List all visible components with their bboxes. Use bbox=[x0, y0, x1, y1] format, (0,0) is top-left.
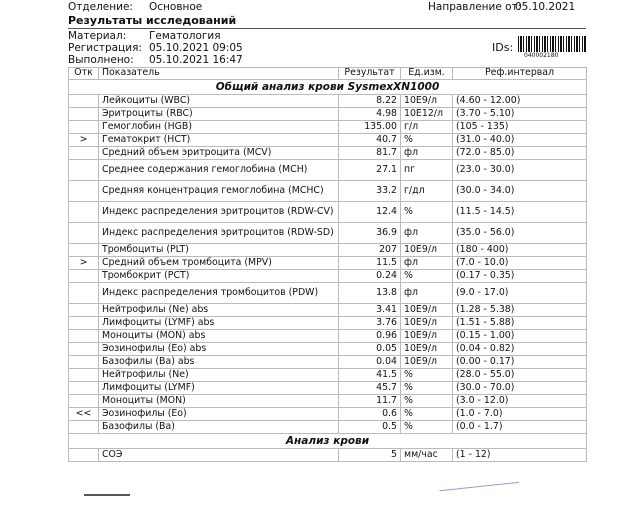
divider bbox=[68, 28, 586, 29]
cell-flag: > bbox=[69, 134, 99, 147]
cell-result: 81.7 bbox=[339, 147, 401, 160]
cell-unit: фл bbox=[401, 283, 453, 304]
cell-result: 36.9 bbox=[339, 223, 401, 244]
table-row bbox=[69, 283, 587, 304]
cell-result: 0.04 bbox=[339, 356, 401, 369]
cell-name: Среднее содержания гемоглобина (MCH) bbox=[99, 160, 339, 181]
cell-name: Нейтрофилы (Ne) bbox=[99, 369, 339, 382]
footer-mark bbox=[84, 494, 130, 496]
table-row bbox=[69, 202, 587, 223]
cell-flag bbox=[69, 283, 99, 304]
cell-flag bbox=[69, 382, 99, 395]
cell-flag: << bbox=[69, 408, 99, 421]
cell-unit: % bbox=[401, 369, 453, 382]
table-row bbox=[69, 343, 587, 356]
cell-flag bbox=[69, 95, 99, 108]
cell-result: 207 bbox=[339, 244, 401, 257]
referral-date: 05.10.2021 bbox=[515, 1, 576, 13]
col-ref: Реф.интервал bbox=[453, 68, 587, 80]
table-row bbox=[69, 408, 587, 421]
cell-name: Базофилы (Ba) bbox=[99, 421, 339, 434]
cell-result: 3.76 bbox=[339, 317, 401, 330]
cell-unit: 10E9/л bbox=[401, 317, 453, 330]
cell-ref: (105 - 135) bbox=[453, 121, 587, 134]
cell-flag: > bbox=[69, 257, 99, 270]
col-result: Результат bbox=[339, 68, 401, 80]
col-unit: Ед.изм. bbox=[401, 68, 453, 80]
table-header bbox=[69, 68, 587, 80]
cell-name: Тромбоциты (PLT) bbox=[99, 244, 339, 257]
table-row bbox=[69, 421, 587, 434]
cell-flag bbox=[69, 223, 99, 244]
cell-result: 0.96 bbox=[339, 330, 401, 343]
cell-flag bbox=[69, 449, 99, 462]
table-row bbox=[69, 121, 587, 134]
registration-label: Регистрация: bbox=[68, 42, 142, 54]
section-heading bbox=[69, 434, 587, 449]
cell-flag bbox=[69, 270, 99, 283]
cell-unit: % bbox=[401, 202, 453, 223]
registration-value: 05.10.2021 09:05 bbox=[149, 42, 243, 54]
cell-result: 11.7 bbox=[339, 395, 401, 408]
cell-flag bbox=[69, 108, 99, 121]
barcode-image bbox=[518, 36, 586, 52]
cell-unit: фл bbox=[401, 257, 453, 270]
col-flag: Отк bbox=[69, 68, 99, 80]
cell-result: 27.1 bbox=[339, 160, 401, 181]
cell-ref: (1.51 - 5.88) bbox=[453, 317, 587, 330]
cell-result: 33.2 bbox=[339, 181, 401, 202]
cell-result: 8.22 bbox=[339, 95, 401, 108]
cell-ref: (9.0 - 17.0) bbox=[453, 283, 587, 304]
table-row bbox=[69, 181, 587, 202]
table-row bbox=[69, 449, 587, 462]
cell-flag bbox=[69, 343, 99, 356]
results-table bbox=[68, 67, 587, 462]
cell-name: Лейкоциты (WBC) bbox=[99, 95, 339, 108]
cell-unit: фл bbox=[401, 147, 453, 160]
cell-unit: % bbox=[401, 134, 453, 147]
cell-ref: (0.0 - 1.7) bbox=[453, 421, 587, 434]
cell-ref: (23.0 - 30.0) bbox=[453, 160, 587, 181]
cell-name: Базофилы (Ba) abs bbox=[99, 356, 339, 369]
cell-ref: (30.0 - 70.0) bbox=[453, 382, 587, 395]
barcode-number: 040002180 bbox=[524, 52, 559, 59]
cell-ref: (1.0 - 7.0) bbox=[453, 408, 587, 421]
table-row bbox=[69, 270, 587, 283]
cell-unit: % bbox=[401, 421, 453, 434]
cell-name: Моноциты (MON) abs bbox=[99, 330, 339, 343]
cell-result: 40.7 bbox=[339, 134, 401, 147]
cell-flag bbox=[69, 330, 99, 343]
cell-name: Моноциты (MON) bbox=[99, 395, 339, 408]
table-row bbox=[69, 160, 587, 181]
cell-result: 5 bbox=[339, 449, 401, 462]
material-label: Материал: bbox=[68, 30, 127, 42]
cell-name: Лимфоциты (LYMF) bbox=[99, 382, 339, 395]
cell-unit: 10E9/л bbox=[401, 343, 453, 356]
cell-result: 0.24 bbox=[339, 270, 401, 283]
table-row bbox=[69, 395, 587, 408]
cell-flag bbox=[69, 181, 99, 202]
cell-result: 13.8 bbox=[339, 283, 401, 304]
table-row bbox=[69, 95, 587, 108]
cell-name: Индекс распределения тромбоцитов (PDW) bbox=[99, 283, 339, 304]
cell-name: Средняя концентрация гемоглобина (MCHC) bbox=[99, 181, 339, 202]
cell-ref: (0.17 - 0.35) bbox=[453, 270, 587, 283]
completed-label: Выполнено: bbox=[68, 54, 134, 66]
cell-flag bbox=[69, 202, 99, 223]
cell-ref: (31.0 - 40.0) bbox=[453, 134, 587, 147]
cell-unit: 10E9/л bbox=[401, 304, 453, 317]
cell-ref: (11.5 - 14.5) bbox=[453, 202, 587, 223]
table-row bbox=[69, 147, 587, 160]
cell-flag bbox=[69, 244, 99, 257]
cell-result: 41.5 bbox=[339, 369, 401, 382]
cell-unit: 10E9/л bbox=[401, 356, 453, 369]
cell-result: 12.4 bbox=[339, 202, 401, 223]
table-row bbox=[69, 134, 587, 147]
cell-result: 45.7 bbox=[339, 382, 401, 395]
cell-result: 135.00 bbox=[339, 121, 401, 134]
department-value: Основное bbox=[149, 1, 203, 13]
table-row bbox=[69, 244, 587, 257]
signature bbox=[439, 482, 520, 505]
cell-name: Гемоглобин (HGB) bbox=[99, 121, 339, 134]
cell-unit: мм/час bbox=[401, 449, 453, 462]
cell-ref: (1.28 - 5.38) bbox=[453, 304, 587, 317]
cell-ref: (0.04 - 0.82) bbox=[453, 343, 587, 356]
cell-flag bbox=[69, 160, 99, 181]
cell-name: Тромбокрит (PCT) bbox=[99, 270, 339, 283]
cell-ref: (3.0 - 12.0) bbox=[453, 395, 587, 408]
table-row bbox=[69, 356, 587, 369]
referral-label: Направление от: bbox=[428, 1, 522, 13]
table-row bbox=[69, 257, 587, 270]
section-heading bbox=[69, 80, 587, 95]
cell-flag bbox=[69, 317, 99, 330]
results-title: Результаты исследований bbox=[68, 14, 237, 27]
cell-ref: (1 - 12) bbox=[453, 449, 587, 462]
col-name: Показатель bbox=[99, 68, 339, 80]
cell-ref: (0.15 - 1.00) bbox=[453, 330, 587, 343]
cell-unit: % bbox=[401, 395, 453, 408]
table-row bbox=[69, 369, 587, 382]
cell-unit: фл bbox=[401, 223, 453, 244]
cell-unit: % bbox=[401, 382, 453, 395]
cell-result: 0.05 bbox=[339, 343, 401, 356]
cell-ref: (0.00 - 0.17) bbox=[453, 356, 587, 369]
cell-name: Гематокрит (HCT) bbox=[99, 134, 339, 147]
cell-unit: пг bbox=[401, 160, 453, 181]
cell-name: Средний объем эритроцита (MCV) bbox=[99, 147, 339, 160]
cell-ref: (180 - 400) bbox=[453, 244, 587, 257]
material-value: Гематология bbox=[149, 30, 221, 42]
cell-name: Эозинофилы (Eo) bbox=[99, 408, 339, 421]
section-title: Общий анализ крови SysmexXN1000 bbox=[69, 80, 587, 95]
cell-flag bbox=[69, 147, 99, 160]
ids-label: IDs: bbox=[492, 41, 514, 54]
cell-ref: (30.0 - 34.0) bbox=[453, 181, 587, 202]
table-row bbox=[69, 223, 587, 244]
cell-unit: г/л bbox=[401, 121, 453, 134]
cell-ref: (7.0 - 10.0) bbox=[453, 257, 587, 270]
cell-name: Эритроциты (RBC) bbox=[99, 108, 339, 121]
cell-name: СОЭ bbox=[99, 449, 339, 462]
cell-unit: % bbox=[401, 270, 453, 283]
table-row bbox=[69, 317, 587, 330]
cell-ref: (4.60 - 12.00) bbox=[453, 95, 587, 108]
table-row bbox=[69, 330, 587, 343]
cell-flag bbox=[69, 304, 99, 317]
cell-flag bbox=[69, 395, 99, 408]
cell-ref: (28.0 - 55.0) bbox=[453, 369, 587, 382]
cell-unit: 10E12/л bbox=[401, 108, 453, 121]
cell-unit: % bbox=[401, 408, 453, 421]
cell-name: Лимфоциты (LYMF) abs bbox=[99, 317, 339, 330]
cell-unit: 10E9/л bbox=[401, 95, 453, 108]
cell-result: 4.98 bbox=[339, 108, 401, 121]
cell-flag bbox=[69, 121, 99, 134]
department-label: Отделение: bbox=[68, 1, 133, 13]
cell-result: 3.41 bbox=[339, 304, 401, 317]
cell-name: Нейтрофилы (Ne) abs bbox=[99, 304, 339, 317]
completed-value: 05.10.2021 16:47 bbox=[149, 54, 243, 66]
cell-unit: 10E9/л bbox=[401, 330, 453, 343]
cell-ref: (3.70 - 5.10) bbox=[453, 108, 587, 121]
cell-ref: (35.0 - 56.0) bbox=[453, 223, 587, 244]
section-title: Анализ крови bbox=[69, 434, 587, 449]
cell-flag bbox=[69, 356, 99, 369]
cell-unit: 10E9/л bbox=[401, 244, 453, 257]
cell-unit: г/дл bbox=[401, 181, 453, 202]
cell-name: Средний объем тромбоцита (MPV) bbox=[99, 257, 339, 270]
cell-ref: (72.0 - 85.0) bbox=[453, 147, 587, 160]
cell-result: 0.6 bbox=[339, 408, 401, 421]
cell-flag bbox=[69, 421, 99, 434]
table-row bbox=[69, 108, 587, 121]
cell-name: Индекс распределения эритроцитов (RDW-CV) bbox=[99, 202, 339, 223]
cell-flag bbox=[69, 369, 99, 382]
table-row bbox=[69, 382, 587, 395]
cell-name: Эозинофилы (Eo) abs bbox=[99, 343, 339, 356]
table-row bbox=[69, 304, 587, 317]
cell-result: 11.5 bbox=[339, 257, 401, 270]
cell-name: Индекс распределения эритроцитов (RDW-SD) bbox=[99, 223, 339, 244]
cell-result: 0.5 bbox=[339, 421, 401, 434]
